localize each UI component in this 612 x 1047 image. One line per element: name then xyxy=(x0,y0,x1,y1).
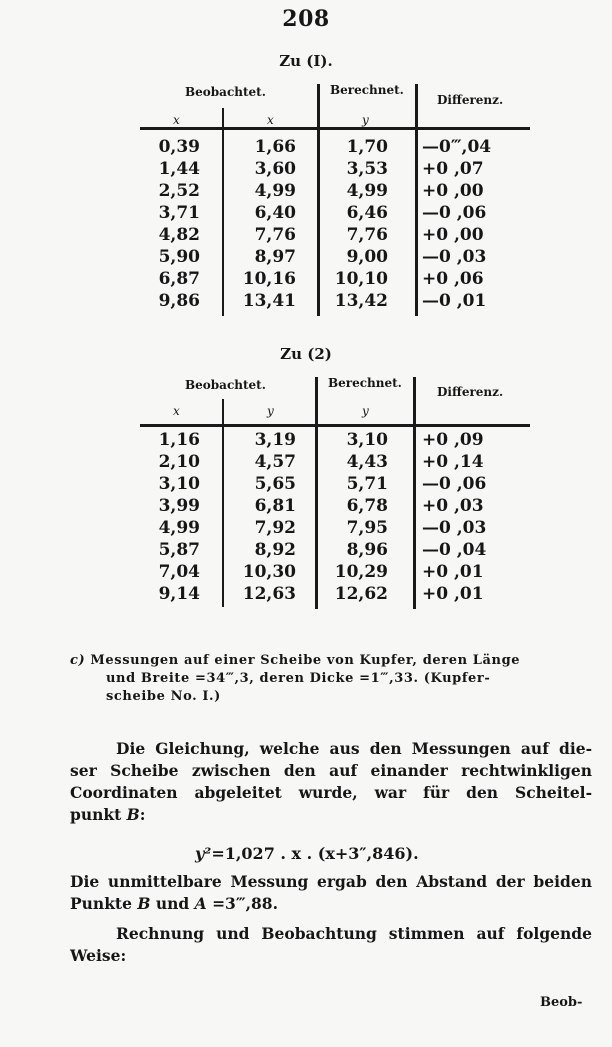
cell-computed: 3,53 xyxy=(346,159,388,179)
cell-computed: 5,71 xyxy=(346,474,388,494)
cell-difference: +0 ,06 xyxy=(422,269,484,289)
table-row xyxy=(140,562,530,584)
cell-difference: —0 ,06 xyxy=(422,474,487,494)
cell-observed-x: 2,52 xyxy=(158,181,200,201)
table-row xyxy=(140,181,530,203)
variable-a: A xyxy=(194,894,207,913)
cell-observed-x: 3,71 xyxy=(158,203,200,223)
header-difference: Differenz. xyxy=(437,385,504,399)
table-row xyxy=(140,474,530,496)
cell-difference: —0 ,03 xyxy=(422,518,487,538)
cell-difference: +0 ,00 xyxy=(422,225,484,245)
table-row xyxy=(140,496,530,518)
section-c-line-2: und Breite =34‴,3, deren Dicke =1‴,33. (Kupfer- xyxy=(106,671,491,686)
cell-observed: 8,92 xyxy=(254,540,296,560)
catchword: Beob- xyxy=(540,995,583,1010)
paragraph-2-line-2 xyxy=(70,893,592,915)
table2 xyxy=(140,375,530,615)
header-rule xyxy=(140,424,530,427)
cell-observed-x: 1,16 xyxy=(158,430,200,450)
equation-lhs: y² xyxy=(195,844,212,863)
cell-observed-x: 0,39 xyxy=(158,137,200,157)
table1-caption: Zu (I). xyxy=(279,52,333,70)
cell-difference: +0 ,14 xyxy=(422,452,484,472)
var-y-computed: y xyxy=(362,113,369,127)
cell-observed: 12,63 xyxy=(242,584,296,604)
table-row xyxy=(140,203,530,225)
text: : xyxy=(139,805,146,824)
table-row xyxy=(140,225,530,247)
text: und xyxy=(150,894,195,913)
header-computed: Berechnet. xyxy=(330,83,404,97)
cell-computed: 8,96 xyxy=(346,540,388,560)
cell-observed: 7,92 xyxy=(254,518,296,538)
cell-observed-x: 9,14 xyxy=(158,584,200,604)
paragraph-1-line-4 xyxy=(70,804,592,826)
cell-difference: +0 ,01 xyxy=(422,562,484,582)
cell-observed: 4,57 xyxy=(254,452,296,472)
cell-difference: —0 ,01 xyxy=(422,291,487,311)
cell-computed: 4,99 xyxy=(346,181,388,201)
cell-observed-x: 4,99 xyxy=(158,518,200,538)
cell-observed: 10,16 xyxy=(242,269,296,289)
cell-difference: —0 ,06 xyxy=(422,203,487,223)
equation-rhs: =1,027 . x . (x+3″,846). xyxy=(211,844,419,863)
cell-computed: 9,00 xyxy=(346,247,388,267)
cell-observed-x: 7,04 xyxy=(158,562,200,582)
header-difference: Differenz. xyxy=(437,93,504,107)
table2-caption: Zu (2) xyxy=(280,345,332,363)
cell-observed: 4,99 xyxy=(254,181,296,201)
paragraph-2 xyxy=(70,871,592,915)
cell-observed: 1,66 xyxy=(254,137,296,157)
variable-b: B xyxy=(137,894,151,913)
section-c-line-3: scheibe No. I.) xyxy=(106,689,221,704)
paragraph-1-line-3: Coordinaten abgeleitet wurde, war für den Scheitel- xyxy=(70,783,592,802)
cell-observed: 7,76 xyxy=(254,225,296,245)
table-row xyxy=(140,269,530,291)
cell-difference: +0 ,00 xyxy=(422,181,484,201)
equation xyxy=(195,844,419,863)
header-computed: Berechnet. xyxy=(328,376,402,390)
table-row xyxy=(140,540,530,562)
cell-difference: —0 ,04 xyxy=(422,540,487,560)
table-row xyxy=(140,247,530,269)
var-y-observed: y xyxy=(267,404,274,418)
cell-computed: 1,70 xyxy=(346,137,388,157)
section-c xyxy=(70,652,594,706)
cell-observed: 13,41 xyxy=(242,291,296,311)
cell-computed: 6,78 xyxy=(346,496,388,516)
paragraph-1 xyxy=(70,738,592,826)
variable-b: B xyxy=(126,805,140,824)
cell-difference: —0‴,04 xyxy=(422,137,492,157)
cell-computed: 10,10 xyxy=(334,269,388,289)
section-c-line-1 xyxy=(70,652,594,670)
cell-observed: 10,30 xyxy=(242,562,296,582)
cell-observed: 6,40 xyxy=(254,203,296,223)
header-observed: Beobachtet. xyxy=(185,378,266,392)
table1 xyxy=(140,80,530,320)
text: punkt xyxy=(70,805,127,824)
paragraph-3 xyxy=(70,923,592,967)
paragraph-1-line-2: ser Scheibe zwischen den auf einander rechtwinkligen xyxy=(70,761,592,780)
section-c-text-1: Messungen auf einer Scheibe von Kupfer, deren Länge xyxy=(90,653,521,668)
paragraph-2-line-1: Die unmittelbare Messung ergab den Abstand der beiden xyxy=(70,872,592,891)
paragraph-3-line-1: Rechnung und Beobachtung stimmen auf folgende xyxy=(116,924,592,943)
table-row xyxy=(140,518,530,540)
cell-difference: +0 ,09 xyxy=(422,430,484,450)
table-row xyxy=(140,137,530,159)
cell-computed: 4,43 xyxy=(346,452,388,472)
cell-computed: 10,29 xyxy=(334,562,388,582)
paragraph-3-line-2: Weise: xyxy=(70,946,127,965)
cell-observed-x: 3,10 xyxy=(158,474,200,494)
header-observed: Beobachtet. xyxy=(185,85,266,99)
var-x-observed: x xyxy=(173,113,180,127)
cell-difference: —0 ,03 xyxy=(422,247,487,267)
cell-difference: +0 ,01 xyxy=(422,584,484,604)
cell-observed-x: 4,82 xyxy=(158,225,200,245)
page-number: 208 xyxy=(282,6,330,32)
var-y-computed: y xyxy=(362,404,369,418)
var-x-observed-2: x xyxy=(267,113,274,127)
cell-observed: 5,65 xyxy=(254,474,296,494)
cell-observed-x: 1,44 xyxy=(158,159,200,179)
table-row xyxy=(140,430,530,452)
cell-computed: 13,42 xyxy=(334,291,388,311)
cell-difference: +0 ,07 xyxy=(422,159,484,179)
cell-difference: +0 ,03 xyxy=(422,496,484,516)
cell-computed: 3,10 xyxy=(346,430,388,450)
cell-computed: 6,46 xyxy=(346,203,388,223)
cell-observed: 3,19 xyxy=(254,430,296,450)
table-row xyxy=(140,584,530,606)
table-row xyxy=(140,291,530,313)
text: =3‴,88. xyxy=(206,894,278,913)
cell-observed: 8,97 xyxy=(254,247,296,267)
cell-observed: 3,60 xyxy=(254,159,296,179)
cell-computed: 12,62 xyxy=(334,584,388,604)
cell-observed-x: 6,87 xyxy=(158,269,200,289)
cell-computed: 7,95 xyxy=(346,518,388,538)
cell-observed: 6,81 xyxy=(254,496,296,516)
paragraph-1-line-1: Die Gleichung, welche aus den Messungen auf die- xyxy=(116,739,592,758)
cell-observed-x: 2,10 xyxy=(158,452,200,472)
header-rule xyxy=(140,127,530,130)
text: Punkte xyxy=(70,894,138,913)
cell-observed-x: 5,87 xyxy=(158,540,200,560)
cell-observed-x: 5,90 xyxy=(158,247,200,267)
cell-observed-x: 3,99 xyxy=(158,496,200,516)
table-row xyxy=(140,159,530,181)
table-row xyxy=(140,452,530,474)
cell-observed-x: 9,86 xyxy=(158,291,200,311)
section-c-label: c) xyxy=(70,653,86,668)
cell-computed: 7,76 xyxy=(346,225,388,245)
var-x-observed: x xyxy=(173,404,180,418)
